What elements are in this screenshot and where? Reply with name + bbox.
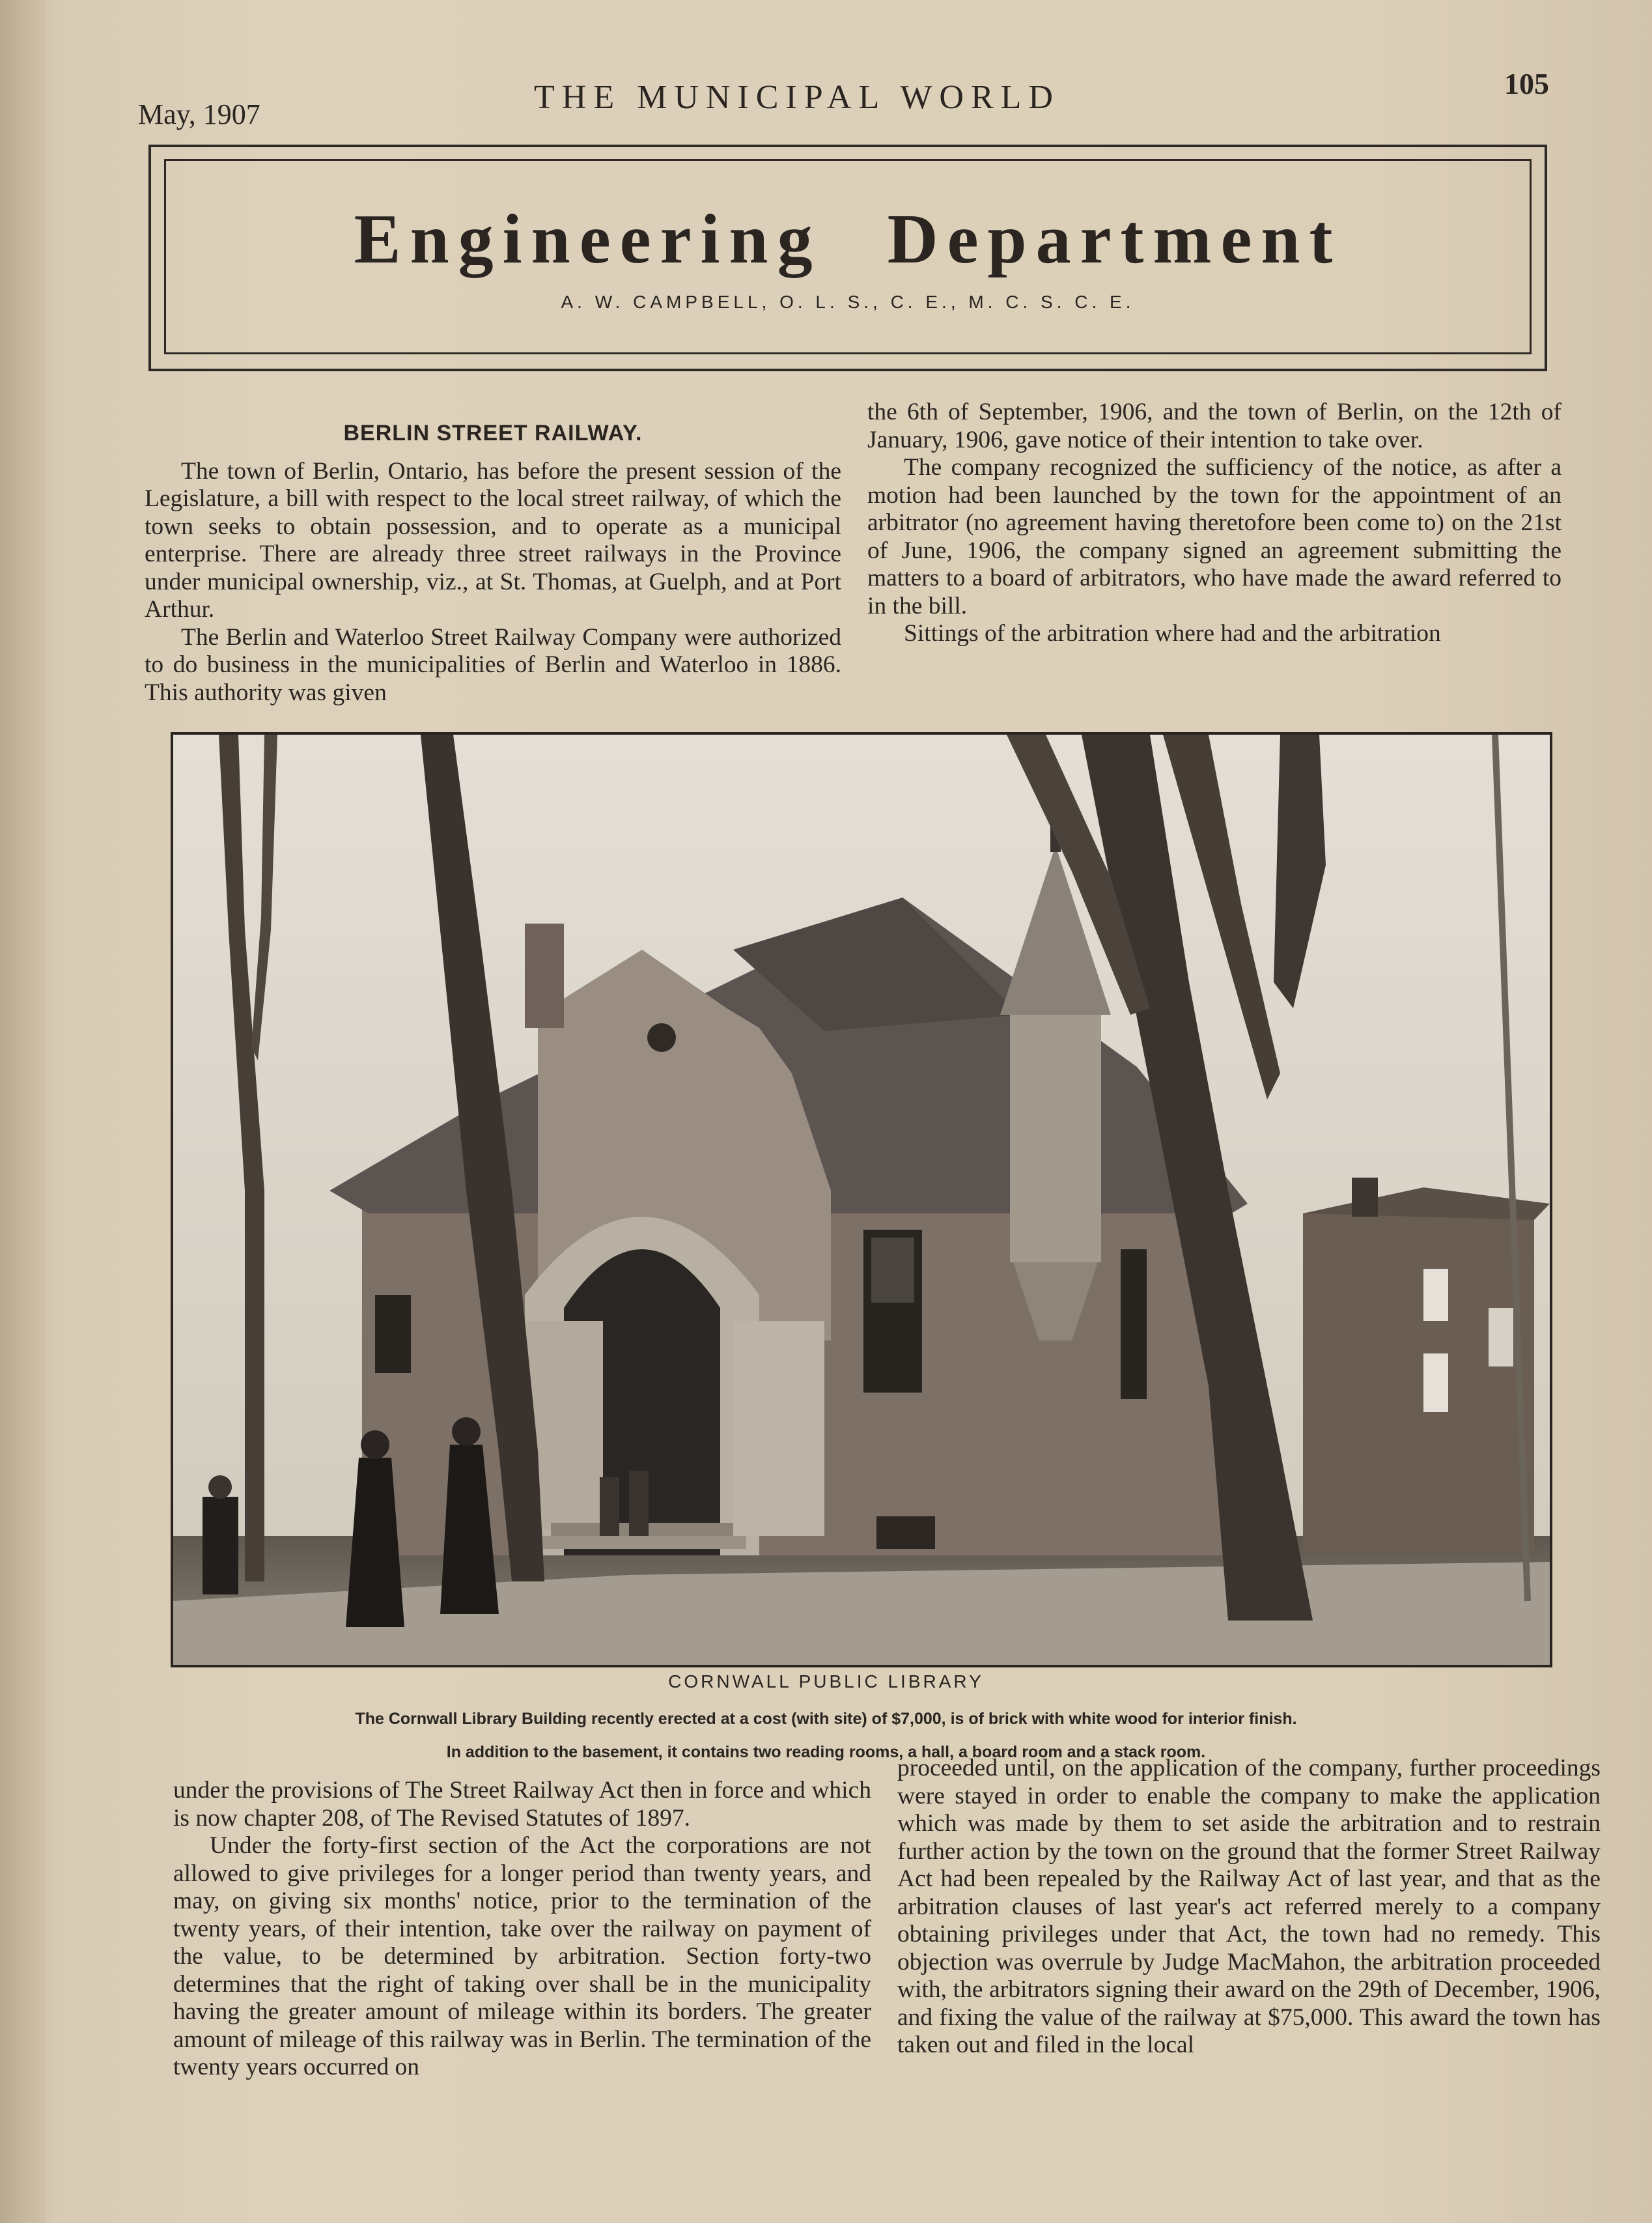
page-number: 105 bbox=[1504, 67, 1549, 100]
paragraph: The company recognized the sufficiency of the notice, as after a motion had been launched by the town for the appointment of an arbitrator (no agreement having theretofore been come to) on the 21st of June, 1906, the company signed an agreement submitting the matters to a board of arbitrators, who have made the award referred to in the bill. bbox=[867, 454, 1561, 619]
department-byline: A. W. CAMPBELL, O. L. S., C. E., M. C. S. C. E. bbox=[561, 292, 1135, 312]
paragraph: under the provisions of The Street Railway Act then in force and which is now chapter 208, of The Revised Statutes of 1897. bbox=[173, 1777, 871, 1832]
paragraph: The town of Berlin, Ontario, has before the present session of the Legislature, a bill with respect to the local street railway, of which the town seeks to obtain possession, and to operate as a municipal enterprise. There are already three street railways in the Province under municipal ownership, viz., at St. Thomas, at Guelph, and at Port Arthur. bbox=[145, 457, 841, 623]
photo-caption-line: The Cornwall Library Building recently erected at a cost (with site) of $7,000, is of brick with white wood for interior finish. bbox=[355, 1710, 1297, 1728]
department-banner bbox=[148, 145, 1547, 371]
header-date: May, 1907 bbox=[138, 98, 260, 130]
column-bottom-right bbox=[897, 1755, 1601, 2060]
column-bottom-left bbox=[173, 1777, 871, 2082]
column-top-left bbox=[145, 409, 841, 707]
article-heading: BERLIN STREET RAILWAY. bbox=[343, 421, 643, 446]
paragraph: Sittings of the arbitration where had and the arbitration bbox=[904, 620, 1441, 647]
paragraph: the 6th of September, 1906, and the town of Berlin, on the 12th of January, 1906, gave notice of their intention to take over. bbox=[867, 399, 1561, 453]
library-photograph bbox=[171, 732, 1552, 1667]
paragraph: The Berlin and Waterloo Street Railway Company were authorized to do business in the municipalities of Berlin and Waterloo in 1886. This authority was given bbox=[145, 623, 841, 706]
library-photo-illustration bbox=[173, 735, 1550, 1665]
paragraph: Under the forty-first section of the Act the corporations are not allowed to give privileges for a longer period than twenty years, and may, on giving six months' notice, prior to the termination of the twenty years, of their intention, take over the railway on payment of the value, to be determined by arbitration. Section forty-two determines that the right of taking over shall be in the municipality having the greater amount of mileage within its borders. The greater amount of mileage of this railway was in Berlin. The termination of the twenty years occurred on bbox=[173, 1832, 871, 2080]
paragraph: proceeded until, on the application of the company, further proceedings were stayed in order to enable the company to make the application which was made by them to set aside the arbitration and to restrain further action by the town on the ground that the former Street Railway Act had been repealed by the Railway Act of last year, and that as the arbitration clauses of last year's act referred merely to a company obtaining privileges under that Act, the town had no remedy. This objection was overrule by Judge MacMahon, the arbitration proceeded with, the arbitrators signing their award on the 29th of December, 1906, and fixing the value of the railway at $75,000. This award the town has taken out and filed in the local bbox=[897, 1755, 1601, 2058]
photo-caption-title: CORNWALL PUBLIC LIBRARY bbox=[668, 1671, 984, 1692]
photo-caption-line: In addition to the basement, it contains two reading rooms, a hall, a board room and a stack room. bbox=[446, 1743, 1206, 1761]
header-publication: THE MUNICIPAL WORLD bbox=[534, 79, 1060, 116]
page-gutter bbox=[0, 0, 46, 2223]
department-title: Engineering Department bbox=[354, 201, 1342, 278]
column-top-right bbox=[867, 399, 1561, 648]
